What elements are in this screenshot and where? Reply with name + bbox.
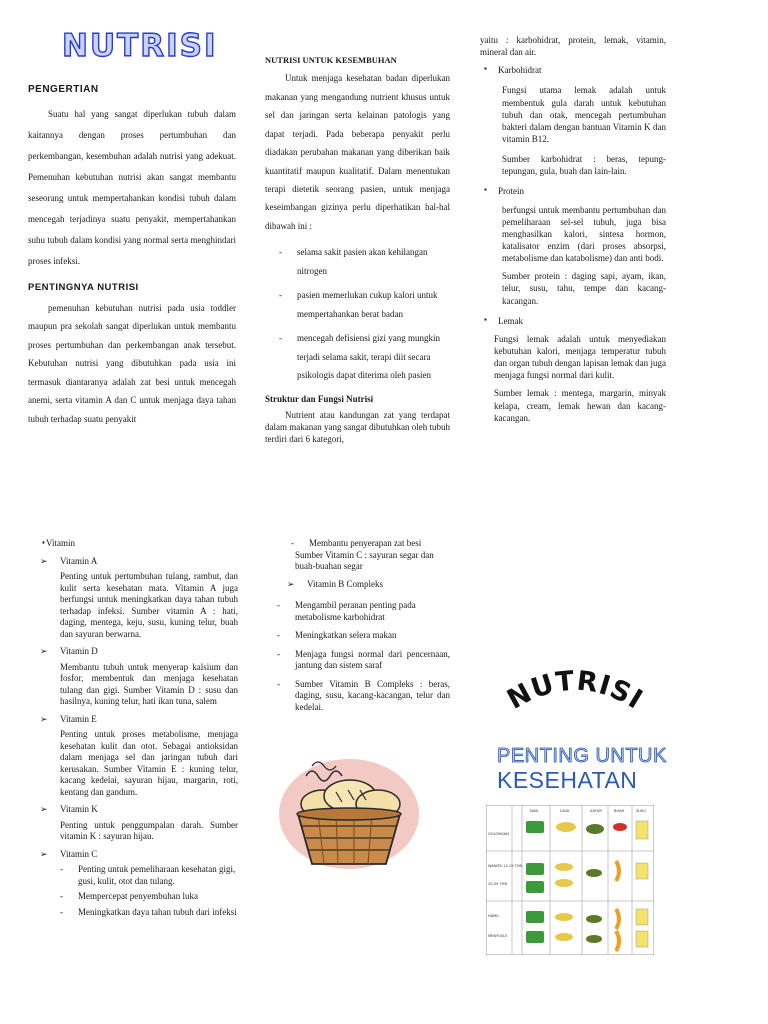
vitamin-c-sumber: Sumber Vitamin C : sayuran segar dan buah-buahan segar xyxy=(295,549,434,572)
kesembuhan-list xyxy=(265,243,450,384)
column-kesembuhan xyxy=(265,52,450,445)
pentingnya-heading: PENTINGNYA NUTRISI xyxy=(28,281,139,293)
svg-text:NUTRISI: NUTRISI xyxy=(502,665,649,716)
list-item: - Meningkatkan daya tahan tubuh dari infeksi xyxy=(58,907,238,919)
cover-subtitle-line1: PENTING UNTUK xyxy=(497,745,667,767)
list-item: - Meningkatkan selera makan xyxy=(275,630,450,642)
list-item: - pasien memerlukan cukup kalori untuk mempertahankan berat badan xyxy=(277,286,450,323)
list-item: - Menjaga fungsi normal dari pencernaan, jantung dan sistem saraf xyxy=(275,649,450,672)
lemak-label: ▪ Lemak xyxy=(480,315,666,327)
vitamin-e-label: ➢ Vitamin E xyxy=(38,714,238,726)
title-wordart: NUTRISI xyxy=(62,28,218,64)
pengertian-text: Suatu hal yang sangat diperlukan tubuh dalam kaitannya dengan proses pertumbuhan dan perkembangan, kesembuhan adalah nutrisi yang adekuat. Pemenuhan kebutuhan nutrisi akan sangat membantu seseorang untuk mempertahankan kondisi tubuh dalam mencegah terjadinya suatu penyakit, mempertahankan suhu tubuh dalam kondisi yang normal serta menghindari proses infeksi. xyxy=(28,108,236,267)
nutrient-intro: yaitu : karbohidrat, protein, lemak, vitamin, mineral dan air. xyxy=(480,35,666,58)
list-item: - Mengambil peranan penting pada metabolisme karbohidrat xyxy=(275,600,450,623)
vitamin-d-text: Membantu tubuh untuk menyerap kalsium dan fosfor, membentuk dan menjaga kesehatan tulang dan gigi. Sumber Vitamin D : susu dan hasilnya, kuning telur, hati ikan tuna, salem xyxy=(60,661,238,707)
svg-text:MENYUSUI: MENYUSUI xyxy=(488,934,507,938)
list-item: - selama sakit pasien akan kehilangan nitrogen xyxy=(277,243,450,280)
svg-text:20-59 THN: 20-59 THN xyxy=(488,882,508,886)
protein-sumber: Sumber protein : daging sapi, ayam, ikan, telur, susu, tahu, tempe dan kacang-kacangan. xyxy=(502,271,666,306)
vitamin-a-text: Penting untuk pertumbuhan tulang, rambut, dan kulit serta kesehatan mata. Vitamin A juga berfungsi untuk meningkatkan daya tahan tubuh terhadap infeksi. Sumber vitamin A : hati, daging, mentega, keju, susu, kuning telur, buah dan sayuran berwarna. xyxy=(60,571,238,639)
list-item: - Mempercepat penyembuhan luka xyxy=(58,891,238,903)
kesembuhan-text: Untuk menjaga kesehatan badan diperlukan makanan yang mengandung nutrient khusus untuk sel dan jaringan serta kelainan patologis yang dapat terjadi. Pada beberapa penyakit perlu diadakan perubahan makanan yang diberikan baik kuantitatif maupun kualitatif. Dalam menentukan terapi dietetik seorang pasien, untuk menjaga keseimbangan gizinya perlu diperhatikan hal-hal dibawah ini : xyxy=(265,73,450,231)
svg-text:NASI: NASI xyxy=(530,809,539,813)
vitamin-c-list xyxy=(38,864,238,918)
svg-text:LAUK: LAUK xyxy=(560,809,570,813)
lemak-sumber: Sumber lemak : mentega, margarin, minyak kelapa, cream, lemak hewan dan kacang-kacangan. xyxy=(494,388,666,423)
protein-label: ▪ Protein xyxy=(480,185,666,197)
karbohidrat-sumber: Sumber karbohidrat : beras, tepung-tepungan, gula, buah dan lain-lain. xyxy=(502,154,666,177)
column-vitamin xyxy=(38,538,238,922)
list-item: - Membantu penyerapan zat besi xyxy=(289,538,450,550)
kesembuhan-heading: NUTRISI UNTUK KESEMBUHAN xyxy=(265,55,397,65)
vitamin-k-text: Penting untuk penggumpalan darah. Sumber vitamin K : sayuran hijau. xyxy=(60,819,238,842)
svg-text:SUSU: SUSU xyxy=(636,809,646,813)
struktur-text: Nutrient atau kandungan zat yang terdapat dalam makanan yang sangat dibutuhkan oleh tubuh terdiri dari 6 kategori, xyxy=(265,409,450,445)
svg-text:HAMIL: HAMIL xyxy=(488,914,500,918)
cover-subtitle-line2: KESEHATAN xyxy=(497,767,638,793)
vitamin-d-label: ➢ Vitamin D xyxy=(38,646,238,658)
svg-text:BUAH: BUAH xyxy=(614,809,625,813)
vitamin-label: ▪ Vitamin xyxy=(38,538,238,550)
list-item: - mencegah defisiensi gizi yang mungkin terjadi selama sakit, terapi diit secara psikologis dapat diterima oleh pasien xyxy=(277,329,450,384)
protein-text: berfungsi untuk membantu pertumbuhan dan pemeliharaan sel-sel tubuh, juga bisa menghasilkan kalori, sintesa hormon, katalisator enzim (dari proses absorpsi, metabolisme dan katabolisme) dan anti bodi. xyxy=(502,204,666,264)
column-nutrients xyxy=(480,34,666,424)
svg-text:WANITA 13-19 THN: WANITA 13-19 THN xyxy=(488,864,523,868)
column-pengertian xyxy=(28,78,236,428)
vitamin-k-label: ➢ Vitamin K xyxy=(38,804,238,816)
column-vitamin-b xyxy=(275,538,450,720)
struktur-heading: Struktur dan Fungsi Nutrisi xyxy=(265,394,374,405)
bread-basket-illustration xyxy=(278,752,420,880)
svg-text:GOLONGAN: GOLONGAN xyxy=(488,832,509,836)
pengertian-heading: PENGERTIAN xyxy=(28,84,99,95)
vitamin-c-cont-list xyxy=(275,538,450,550)
list-item: - Penting untuk pemeliharaan kesehatan gigi, gusi, kulit, otot dan tulang. xyxy=(58,864,238,887)
svg-text:SAYUR: SAYUR xyxy=(590,809,602,813)
karbohidrat-label: ▪ Karbohidrat xyxy=(480,64,666,76)
vitamin-b-list xyxy=(275,600,450,713)
vitamin-b-label: ➢ Vitamin B Compleks xyxy=(285,579,450,591)
vitamin-e-text: Penting untuk proses metabolisme, menjaga kesehatan kulit dan otot. Sebagai antioksidan dalam menjaga sel dan jaringan tubuh dari kerusakan. Sumber Vitamin E : kuning telur, kacang kedelai, sayuran hijau, margarin, roti, kentang dan gandum. xyxy=(60,729,238,797)
pentingnya-text: pemenuhan kebutuhan nutrisi pada usia toddler maupun pra sekolah sangat diperlukan untuk membantu proses pertumbuhan dan perkembangan anak tersebut. Kebutuhan nutrisi yang dibutuhkan pada usia ini termasuk diantaranya adalah zat besi untuk mencegah anemi, serta vitamin A dan C untuk menjaga daya tahan tubuh terhadap suatu penyakit xyxy=(28,302,236,424)
food-guide-table xyxy=(486,805,654,955)
vitamin-c-label: ➢ Vitamin C xyxy=(38,849,238,861)
lemak-text: Fungsi lemak adalah untuk menyediakan kebutuhan kalori, menjaga temperatur tubuh dan organ tubuh dengan lapisan lemak dan juga menjaga fungsi normal dari kulit. xyxy=(494,333,666,381)
list-item: - Sumber Vitamin B Compleks : beras, daging, susu, kacang-kacangan, telur dan kedelai. xyxy=(275,679,450,714)
cover-title-arc xyxy=(500,662,650,722)
vitamin-a-label: ➢ Vitamin A xyxy=(38,556,238,568)
karbohidrat-text: Fungsi utama lemak adalah untuk membentuk gula darah untuk kebutuhan tubuh dan otak, mencegah pertumbuhan bakteri dalam dengan bantuan Vitamin K dan vitamin B12. xyxy=(502,85,666,144)
